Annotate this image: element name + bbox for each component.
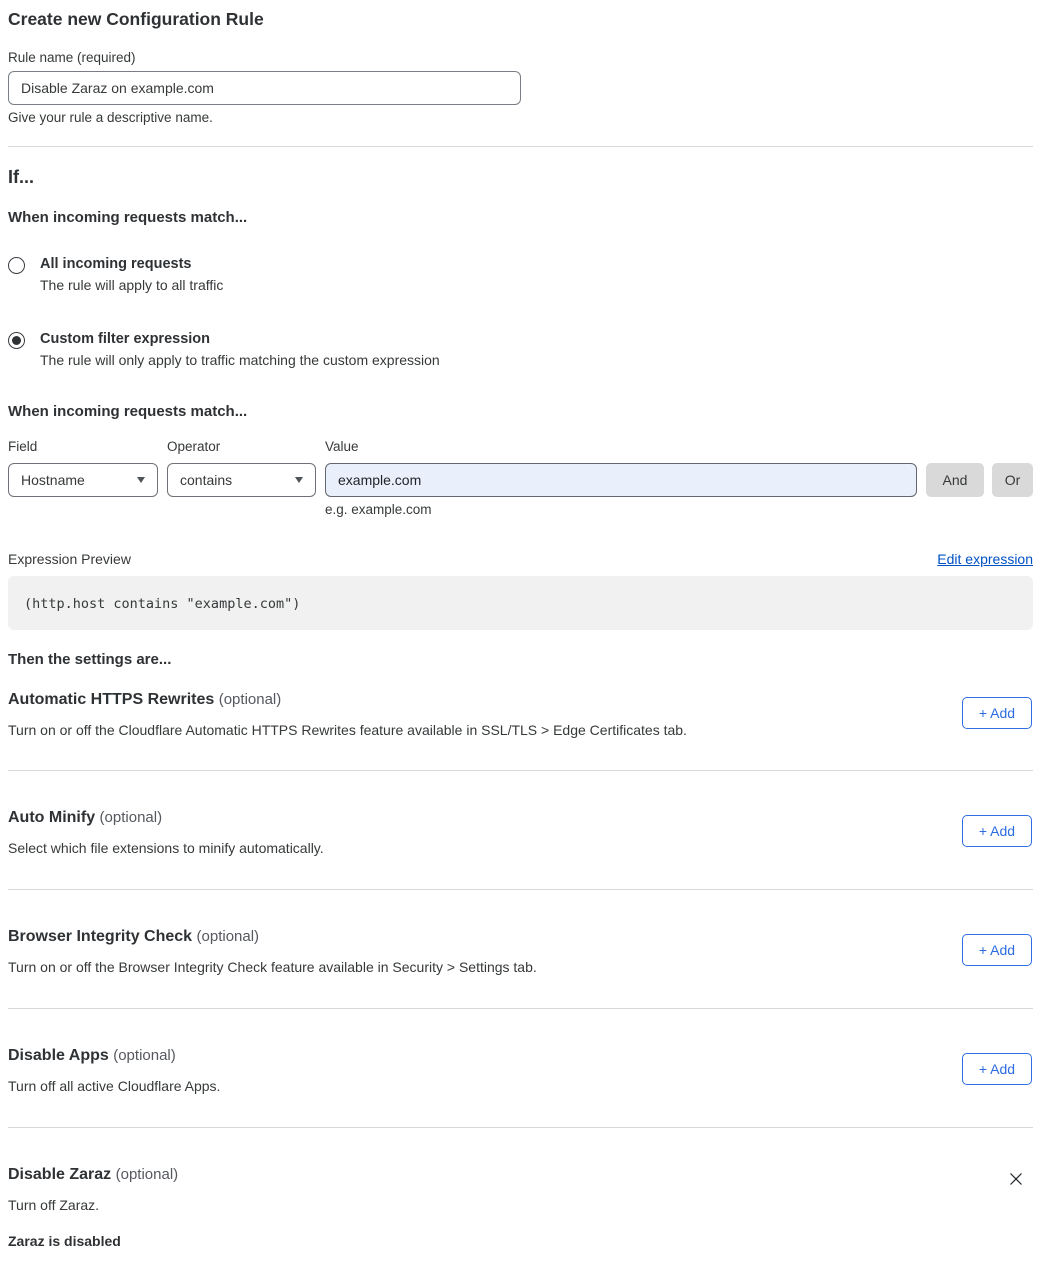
divider (8, 146, 1033, 147)
setting-title (8, 808, 324, 827)
add-browser-integrity-check-button[interactable]: + Add (962, 934, 1032, 966)
and-button[interactable]: And (926, 463, 984, 497)
if-heading: If... (8, 167, 34, 187)
radio-text (40, 331, 440, 369)
setting-optional-text: (optional) (196, 928, 260, 945)
edit-expression-link[interactable]: Edit expression (937, 551, 1033, 567)
radio-description: The rule will only apply to traffic matching the custom expression (40, 352, 440, 368)
value-label: Value (325, 439, 359, 454)
rule-name-helper: Give your rule a descriptive name. (8, 110, 213, 125)
add-automatic-https-rewrites-button[interactable]: + Add (962, 697, 1032, 729)
setting-title-text: Automatic HTTPS Rewrites (8, 691, 215, 708)
radio-label: All incoming requests (40, 256, 192, 272)
expression-code: (http.host contains "example.com") (24, 596, 301, 612)
add-disable-apps-button[interactable]: + Add (962, 1053, 1032, 1085)
setting-title-text: Auto Minify (8, 809, 96, 826)
rule-name-group (8, 50, 1033, 126)
setting-optional-text: (optional) (218, 691, 282, 708)
expression-preview-header (8, 551, 1033, 568)
rule-name-label: Rule name (required) (8, 50, 136, 65)
value-input[interactable] (325, 463, 917, 497)
value-helper: e.g. example.com (325, 502, 432, 517)
rule-name-input[interactable] (8, 71, 521, 105)
setting-title (8, 1165, 178, 1184)
setting-info (8, 927, 537, 975)
setting-title-text: Browser Integrity Check (8, 928, 193, 945)
operator-label: Operator (167, 439, 221, 454)
match-type-heading: When incoming requests match... (8, 209, 248, 226)
radio-all-incoming-requests[interactable] (8, 256, 1033, 294)
radio-description: The rule will apply to all traffic (40, 277, 224, 293)
setting-disable-zaraz (8, 1128, 1033, 1249)
expression-preview-label: Expression Preview (8, 551, 131, 567)
setting-optional-text: (optional) (115, 1166, 179, 1183)
operator-select-value: contains (180, 472, 233, 488)
setting-info (8, 1165, 178, 1249)
setting-description: Turn off Zaraz. (8, 1197, 100, 1213)
setting-auto-minify (8, 771, 1033, 889)
setting-description: Turn off all active Cloudflare Apps. (8, 1078, 221, 1094)
setting-title (8, 1046, 220, 1065)
radio-text (40, 256, 223, 294)
setting-browser-integrity-check (8, 890, 1033, 1008)
setting-description: Turn on or off the Browser Integrity Check feature available in Security > Settings tab. (8, 959, 537, 975)
setting-description: Select which file extensions to minify automatically. (8, 840, 324, 856)
setting-title (8, 690, 687, 709)
setting-title (8, 927, 537, 946)
page-title: Create new Configuration Rule (8, 9, 264, 29)
setting-disable-apps (8, 1009, 1033, 1127)
setting-info (8, 690, 687, 738)
chevron-down-icon (137, 477, 145, 483)
setting-info (8, 808, 324, 856)
setting-optional-text: (optional) (113, 1047, 176, 1064)
field-group (8, 439, 158, 497)
operator-select[interactable] (167, 463, 316, 497)
remove-disable-zaraz-button[interactable] (1006, 1169, 1026, 1189)
or-button[interactable]: Or (992, 463, 1033, 497)
expression-builder-heading: When incoming requests match... (8, 403, 248, 420)
setting-title-text: Disable Zaraz (8, 1166, 112, 1183)
zaraz-disabled-status: Zaraz is disabled (8, 1233, 121, 1249)
chevron-down-icon (295, 477, 303, 483)
add-auto-minify-button[interactable]: + Add (962, 815, 1032, 847)
radio-unselected-icon[interactable] (8, 257, 25, 274)
expression-builder-row (8, 439, 1033, 518)
setting-info (8, 1046, 220, 1094)
setting-automatic-https-rewrites (8, 668, 1033, 770)
value-group (325, 439, 917, 518)
expression-preview-box (8, 576, 1033, 630)
radio-label: Custom filter expression (40, 331, 211, 347)
setting-optional-text: (optional) (99, 809, 163, 826)
field-label: Field (8, 439, 38, 454)
operator-group (167, 439, 316, 497)
field-select[interactable] (8, 463, 158, 497)
radio-custom-filter-expression[interactable] (8, 331, 1033, 369)
field-select-value: Hostname (21, 472, 85, 488)
radio-selected-icon[interactable] (8, 332, 25, 349)
setting-description: Turn on or off the Cloudflare Automatic HTTPS Rewrites feature available in SSL/TLS > Edge Certificates tab. (8, 722, 687, 738)
settings-heading: Then the settings are... (8, 651, 172, 668)
setting-title-text: Disable Apps (8, 1047, 109, 1064)
close-icon (1008, 1171, 1024, 1187)
